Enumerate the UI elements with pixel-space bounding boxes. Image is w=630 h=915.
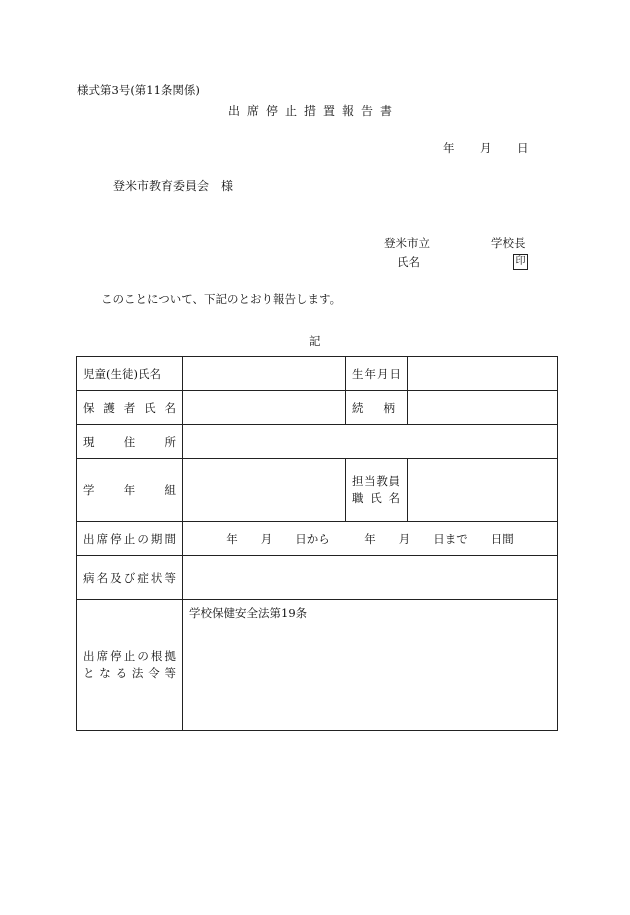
basis-field[interactable]: 学校保健安全法第19条 [183, 600, 558, 731]
date-line [443, 143, 529, 155]
date-month: 月 [480, 141, 492, 155]
table-row [77, 600, 558, 731]
period-field[interactable]: 年 月 日から 年 月 日まで 日間 [183, 522, 558, 556]
table-row [77, 556, 558, 600]
basis-label-line1: 出席停止の根拠 [83, 649, 176, 664]
period-label: 出席停止の期間 [77, 522, 183, 556]
birthdate-field[interactable] [408, 357, 558, 391]
relation-label-cell [346, 391, 408, 425]
address-field[interactable] [183, 425, 558, 459]
table-row [77, 425, 558, 459]
table-row [77, 522, 558, 556]
basis-label-line2: となる法令等 [83, 666, 176, 680]
table-row [77, 357, 558, 391]
report-table [76, 356, 558, 731]
address-label: 現住所 [77, 425, 183, 459]
seal-mark: 印 [513, 254, 528, 270]
relation-label: 続柄 [352, 400, 395, 415]
teacher-label-line2: 職氏名 [352, 491, 400, 505]
disease-label: 病名及び症状等 [77, 556, 183, 600]
class-label: 学年組 [77, 459, 183, 522]
student-name-label: 児童(生徒)氏名 [77, 357, 183, 391]
guardian-name-label: 保護者氏名 [77, 391, 183, 425]
disease-field[interactable] [183, 556, 558, 600]
class-field[interactable] [183, 459, 346, 522]
basis-label-cell [77, 600, 183, 731]
intro-text: このことについて、下記のとおり報告します。 [101, 292, 342, 306]
date-day: 日 [517, 141, 529, 155]
table-row [77, 459, 558, 522]
teacher-label-cell [346, 459, 408, 522]
principal-label: 学校長 [491, 236, 526, 250]
teacher-label-line1: 担当教員 [352, 474, 400, 489]
relation-field[interactable] [408, 391, 558, 425]
ki-heading: 記 [309, 334, 321, 348]
school-prefix: 登米市立 [384, 236, 430, 250]
document-title: 出席停止措置報告書 [228, 104, 400, 118]
guardian-name-field[interactable] [183, 391, 346, 425]
teacher-field[interactable] [408, 459, 558, 522]
birthdate-label: 生年月日 [346, 357, 408, 391]
sender-name-label: 氏名 [397, 255, 420, 269]
form-number: 様式第3号(第11条関係) [77, 83, 200, 97]
date-year: 年 [443, 141, 455, 155]
recipient: 登米市教育委員会 様 [113, 179, 234, 193]
student-name-field[interactable] [183, 357, 346, 391]
table-row [77, 391, 558, 425]
